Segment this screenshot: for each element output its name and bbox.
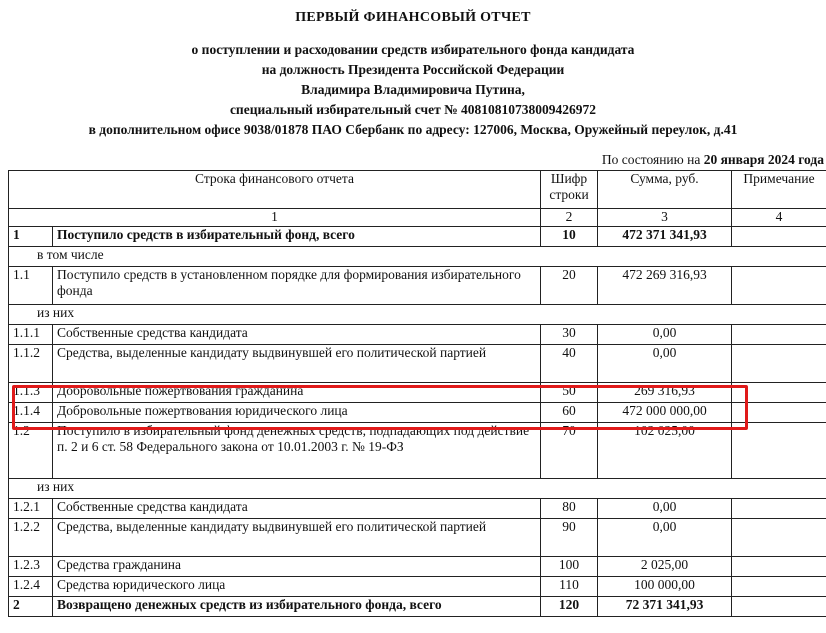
table-row [9,325,826,345]
row-code: 20 [541,267,598,305]
row-note [732,597,826,617]
row-number: 1.1.3 [9,383,53,403]
row-number: 1.1.4 [9,403,53,423]
row-code: 40 [541,345,598,383]
table-row [9,597,826,617]
row-number: 1 [9,227,53,247]
column-numbers-row [9,209,826,227]
row-name: Средства, выделенные кандидату выдвинувшей его политической партией [53,519,541,557]
header-code-cell [541,171,598,209]
row-code: 110 [541,577,598,597]
report-title: ПЕРВЫЙ ФИНАНСОВЫЙ ОТЧЕТ [295,10,531,25]
table-row [9,345,826,383]
row-number: 1.1.2 [9,345,53,383]
row-note [732,345,826,383]
row-number: 1.1 [9,267,53,305]
row-sum: 102 025,00 [598,423,732,479]
row-number: 1.2.1 [9,499,53,519]
row-number: 1.2.4 [9,577,53,597]
row-name: Средства, выделенные кандидату выдвинувшей его политической партией [53,345,541,383]
subheading-text: из них [9,305,826,325]
row-name: Средства гражданина [53,557,541,577]
subheading-text: из них [9,479,826,499]
table-row [9,403,826,423]
row-code: 10 [541,227,598,247]
row-name: Поступило средств в установленном порядке для формирования избирательного фонда [53,267,541,305]
account-number: специальный избирательный счет № 40810810738009426972 [229,102,597,117]
header-code-line1: Шифр [550,171,588,186]
row-note [732,499,826,519]
colnum-name: 1 [9,209,541,227]
row-code: 120 [541,597,598,617]
row-name: Добровольные пожертвования гражданина [53,383,541,403]
row-code: 30 [541,325,598,345]
row-note [732,383,826,403]
row-sum: 0,00 [598,499,732,519]
table-row [9,519,826,557]
row-code: 60 [541,403,598,423]
row-sum: 472 000 000,00 [598,403,732,423]
header-code-line2: строки [549,187,589,202]
row-sum: 0,00 [598,519,732,557]
colnum-code: 2 [541,209,598,227]
table-header-row [9,171,826,209]
header-line-2: на должность Президента Российской Федерации [261,62,565,77]
as-of-date [602,152,824,168]
row-note [732,267,826,305]
row-number: 2 [9,597,53,617]
header-line-1: о поступлении и расходовании средств избирательного фонда кандидата [191,42,635,57]
row-code: 50 [541,383,598,403]
row-sum: 269 316,93 [598,383,732,403]
header-note-cell: Примечание [732,171,826,209]
colnum-sum: 3 [598,209,732,227]
row-note [732,519,826,557]
subheading-text: в том числе [9,247,826,267]
row-code: 100 [541,557,598,577]
bank-address: в дополнительном офисе 9038/01878 ПАО Сбербанк по адресу: 127006, Москва, Оружейный переулок, д.41 [88,122,738,137]
subheading-row [9,479,826,499]
row-number: 1.2 [9,423,53,479]
row-sum: 2 025,00 [598,557,732,577]
row-note [732,577,826,597]
row-number: 1.2.2 [9,519,53,557]
row-name: Собственные средства кандидата [53,499,541,519]
table-row [9,227,826,247]
table-row [9,383,826,403]
table-row [9,577,826,597]
row-name: Поступило средств в избирательный фонд, всего [53,227,541,247]
row-code: 70 [541,423,598,479]
row-name: Средства юридического лица [53,577,541,597]
row-name: Поступило в избирательный фонд денежных средств, подпадающих под действие п. 2 и 6 ст. 58 Федерального закона от 10.01.2003 г. № 19-ФЗ [53,423,541,479]
row-number: 1.2.3 [9,557,53,577]
row-name: Возвращено денежных средств из избирательного фонда, всего [53,597,541,617]
row-sum: 100 000,00 [598,577,732,597]
row-name: Собственные средства кандидата [53,325,541,345]
row-sum: 472 269 316,93 [598,267,732,305]
header-name-cell: Строка финансового отчета [9,171,541,209]
subheading-row [9,247,826,267]
table-row [9,423,826,479]
as-of-date-value: 20 января 2024 года [703,152,824,167]
as-of-prefix: По состоянию на [601,152,701,167]
row-note [732,423,826,479]
table-row [9,267,826,305]
table-row [9,557,826,577]
header-sum-cell: Сумма, руб. [598,171,732,209]
row-sum: 472 371 341,93 [598,227,732,247]
candidate-name: Владимира Владимировича Путина, [301,82,525,97]
row-note [732,325,826,345]
row-sum: 72 371 341,93 [598,597,732,617]
row-note [732,557,826,577]
row-code: 90 [541,519,598,557]
row-name: Добровольные пожертвования юридического лица [53,403,541,423]
row-code: 80 [541,499,598,519]
colnum-note: 4 [732,209,826,227]
financial-report-table [8,170,826,617]
table-row [9,499,826,519]
row-note [732,227,826,247]
row-sum: 0,00 [598,345,732,383]
row-number: 1.1.1 [9,325,53,345]
row-note [732,403,826,423]
row-sum: 0,00 [598,325,732,345]
subheading-row [9,305,826,325]
